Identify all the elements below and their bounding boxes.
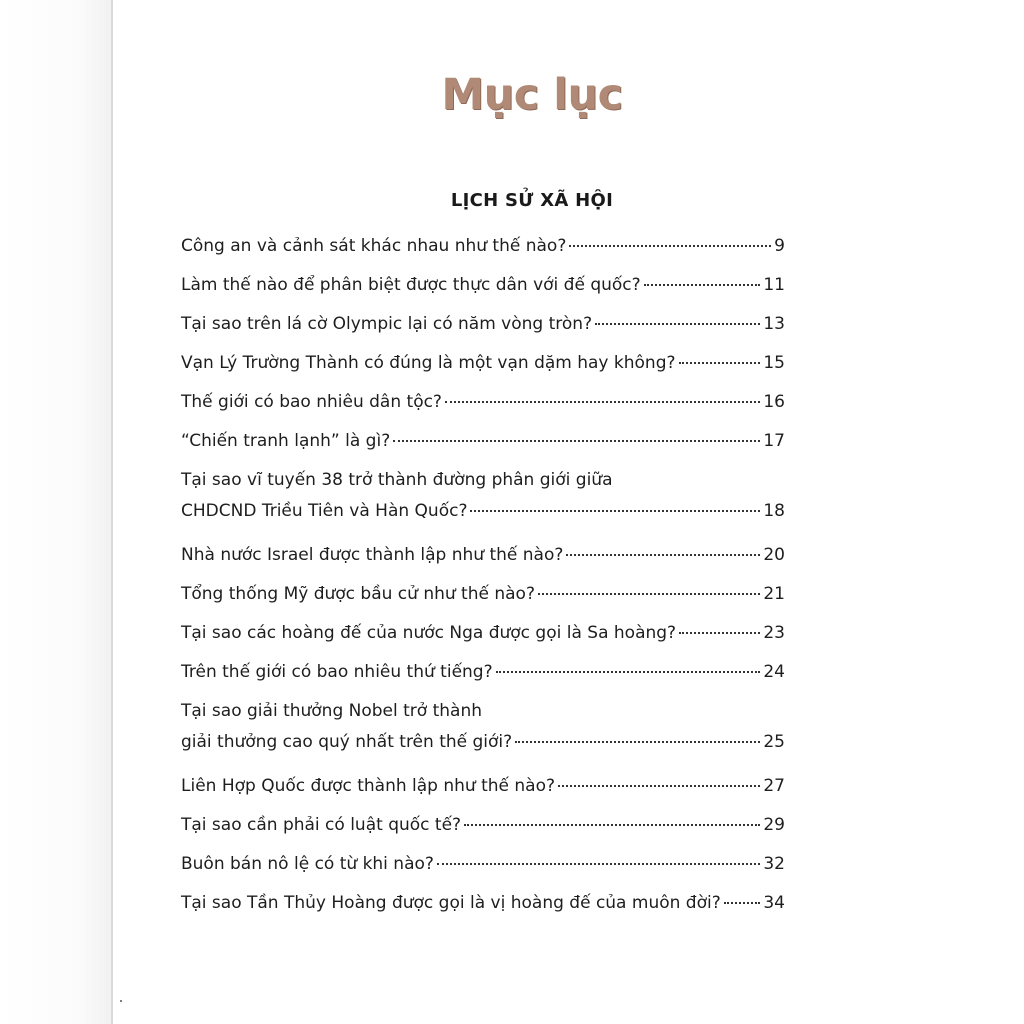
toc-entry (181, 892, 785, 914)
toc-page-number: 15 (763, 353, 785, 373)
toc-entry-title: Trên thế giới có bao nhiêu thứ tiếng? (181, 662, 493, 682)
page-edge (111, 0, 113, 1024)
toc-entry-row (181, 274, 785, 296)
toc-entry (181, 313, 785, 335)
toc-entry-title: Tổng thống Mỹ được bầu cử như thế nào? (181, 584, 535, 604)
toc-entry-title: Buôn bán nô lệ có từ khi nào? (181, 854, 434, 874)
toc-entry (181, 430, 785, 452)
toc-entry (181, 583, 785, 605)
toc-entry-title: Liên Hợp Quốc được thành lập như thế nào? (181, 776, 556, 796)
toc-entry-row (181, 391, 785, 413)
toc-page-number: 18 (763, 501, 785, 521)
dot-leader (595, 323, 760, 325)
toc-entry (181, 622, 785, 644)
toc-page-number: 17 (763, 431, 785, 451)
toc-entry-title: Tại sao các hoàng đế của nước Nga được gọi là Sa hoàng? (181, 623, 677, 643)
dot-leader (569, 245, 771, 247)
toc-page-number: 11 (763, 275, 785, 295)
toc-entry-title: Tại sao vĩ tuyến 38 trở thành đường phân giới giữa (181, 470, 613, 490)
dot-leader (445, 401, 760, 403)
toc-entry-title: Làm thế nào để phân biệt được thực dân với đế quốc? (181, 275, 641, 295)
toc-page-number: 13 (763, 314, 785, 334)
toc-entry-title: Thế giới có bao nhiêu dân tộc? (181, 392, 442, 412)
dot-leader (393, 440, 760, 442)
toc-page-number: 29 (763, 815, 785, 835)
toc-entry-title: Tại sao trên lá cờ Olympic lại có năm vòng tròn? (181, 314, 593, 334)
toc-page-number: 34 (763, 893, 785, 913)
toc-entry-row (181, 235, 785, 257)
dot-leader (724, 902, 761, 904)
toc-entry-row (181, 700, 785, 722)
dot-leader (679, 362, 761, 364)
dot-leader (679, 632, 760, 634)
toc-entry-row (181, 583, 785, 605)
toc-entry-title: giải thưởng cao quý nhất trên thế giới? (181, 732, 513, 752)
toc-entry-title: Tại sao cần phải có luật quốc tế? (181, 815, 462, 835)
toc-page-number: 16 (763, 392, 785, 412)
toc-entry-row (181, 500, 785, 522)
toc-page-number: 24 (763, 662, 785, 682)
toc-page-number: 23 (763, 623, 785, 643)
toc-entry-row (181, 853, 785, 875)
toc-entry (181, 391, 785, 413)
toc-entry (181, 352, 785, 374)
dot-leader (644, 284, 761, 286)
toc-entry-row (181, 661, 785, 683)
dot-leader (515, 741, 760, 743)
page-left-margin (0, 0, 112, 1024)
toc-entry (181, 814, 785, 836)
toc-entry-row (181, 544, 785, 566)
toc-entry-title: Vạn Lý Trường Thành có đúng là một vạn dặm hay không? (181, 353, 676, 373)
toc-entry (181, 700, 785, 753)
dot-leader (496, 671, 761, 673)
toc-entry-title: CHDCND Triều Tiên và Hàn Quốc? (181, 501, 468, 521)
dot-leader (470, 510, 760, 512)
dot-leader (558, 785, 760, 787)
toc-entry-row (181, 313, 785, 335)
toc-entry (181, 274, 785, 296)
toc-entry-title: Công an và cảnh sát khác nhau như thế nào? (181, 236, 567, 256)
toc-entry-row (181, 731, 785, 753)
dot-leader (566, 554, 760, 556)
toc-entry (181, 661, 785, 683)
toc-entry-row (181, 622, 785, 644)
toc-entry-title: Tại sao giải thưởng Nobel trở thành (181, 701, 483, 721)
toc-entry (181, 469, 785, 522)
toc-entry-row (181, 430, 785, 452)
page-title: Mục lục (441, 70, 623, 120)
toc-entry-title: Nhà nước Israel được thành lập như thế nào? (181, 545, 564, 565)
dot-leader (464, 824, 760, 826)
dot-leader (437, 863, 760, 865)
toc-entry-row (181, 352, 785, 374)
toc-page-number: 32 (763, 854, 785, 874)
toc-entry-title: Tại sao Tần Thủy Hoàng được gọi là vị hoàng đế của muôn đời? (181, 893, 721, 913)
toc-entry-row (181, 469, 785, 491)
toc-page-number: 9 (774, 236, 785, 256)
section-heading: LỊCH SỬ XÃ HỘI (450, 190, 614, 211)
toc-page-number: 21 (763, 584, 785, 604)
toc-page-number: 20 (763, 545, 785, 565)
dot-leader (538, 593, 760, 595)
toc-entry (181, 853, 785, 875)
toc-entry (181, 775, 785, 797)
toc-entry-title: “Chiến tranh lạnh” là gì? (181, 431, 391, 451)
toc-page-number: 27 (763, 776, 785, 796)
toc-entry-row (181, 892, 785, 914)
toc-entry (181, 235, 785, 257)
toc-entry-row (181, 775, 785, 797)
toc-entry (181, 544, 785, 566)
toc-entry-row (181, 814, 785, 836)
toc-page-number: 25 (763, 732, 785, 752)
scan-speck (120, 1000, 122, 1002)
